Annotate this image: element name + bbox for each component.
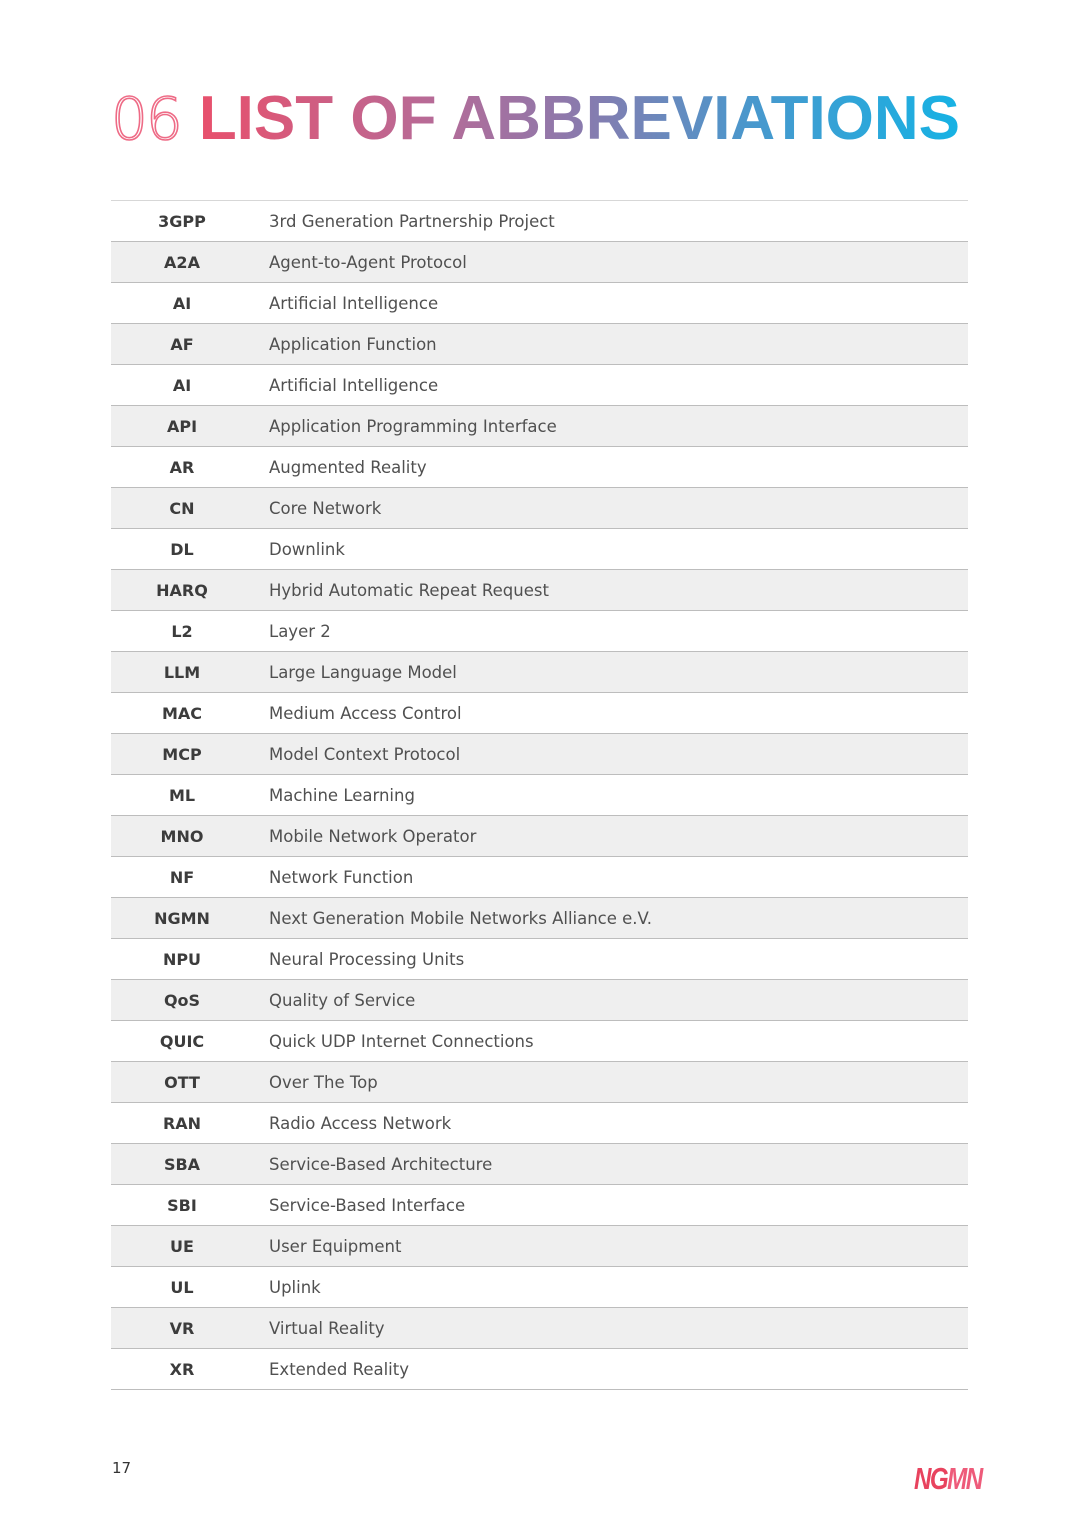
abbreviation-cell: 3GPP: [158, 211, 206, 231]
meaning-cell: Machine Learning: [269, 785, 415, 805]
meaning-cell: 3rd Generation Partnership Project: [269, 211, 555, 231]
table-row: [111, 488, 968, 529]
abbreviation-cell: QUIC: [159, 1031, 205, 1051]
logo-part-mn: MN: [947, 1461, 982, 1496]
abbreviation-cell: SBA: [163, 1154, 201, 1174]
abbreviation-cell: AI: [172, 293, 192, 313]
meaning-cell: Agent-to-Agent Protocol: [269, 252, 467, 272]
table-row: [111, 939, 968, 980]
table-row: [111, 365, 968, 406]
meaning-cell: Medium Access Control: [269, 703, 462, 723]
abbreviation-cell: OTT: [164, 1072, 200, 1092]
table-row: [111, 283, 968, 324]
meaning-cell: Mobile Network Operator: [269, 826, 477, 846]
abbreviation-cell: XR: [169, 1359, 195, 1379]
abbreviation-cell: MCP: [162, 744, 202, 764]
table-row: [111, 201, 968, 242]
meaning-cell: Virtual Reality: [269, 1318, 385, 1338]
abbreviation-cell: MAC: [161, 703, 203, 723]
meaning-cell: Artificial Intelligence: [269, 375, 439, 395]
abbreviation-cell: L2: [171, 621, 193, 641]
meaning-cell: Next Generation Mobile Networks Alliance e.V.: [269, 908, 652, 928]
table-row: [111, 1308, 968, 1349]
table-row: [111, 652, 968, 693]
table-row: [111, 1349, 968, 1390]
meaning-cell: Artificial Intelligence: [269, 293, 439, 313]
meaning-cell: Model Context Protocol: [269, 744, 461, 764]
table-row: [111, 529, 968, 570]
table-row: [111, 611, 968, 652]
abbreviation-cell: A2A: [164, 252, 200, 272]
table-row: [111, 898, 968, 939]
meaning-cell: Network Function: [269, 867, 414, 887]
table-row: [111, 693, 968, 734]
abbreviation-cell: RAN: [162, 1113, 202, 1133]
meaning-cell: User Equipment: [269, 1236, 402, 1256]
abbreviation-cell: UE: [170, 1236, 194, 1256]
abbreviation-cell: AR: [169, 457, 195, 477]
table-row: [111, 324, 968, 365]
table-row: [111, 980, 968, 1021]
meaning-cell: Service-Based Architecture: [269, 1154, 493, 1174]
abbreviation-cell: VR: [169, 1318, 195, 1338]
table-row: [111, 570, 968, 611]
meaning-cell: Quality of Service: [269, 990, 416, 1010]
meaning-cell: Core Network: [269, 498, 382, 518]
abbreviation-cell: QoS: [163, 990, 201, 1010]
table-row: [111, 242, 968, 283]
meaning-cell: Extended Reality: [269, 1359, 410, 1379]
meaning-cell: Augmented Reality: [269, 457, 427, 477]
table-row: [111, 857, 968, 898]
meaning-cell: Neural Processing Units: [269, 949, 465, 969]
abbreviation-cell: SBI: [167, 1195, 197, 1215]
table-row: [111, 1185, 968, 1226]
ngmn-logo: [914, 1462, 982, 1494]
abbreviation-cell: AI: [172, 375, 192, 395]
abbreviation-cell: AF: [170, 334, 194, 354]
abbreviation-cell: UL: [170, 1277, 194, 1297]
page-heading: [111, 84, 960, 154]
table-row: [111, 1021, 968, 1062]
table-row: [111, 816, 968, 857]
abbreviation-cell: NPU: [162, 949, 202, 969]
meaning-cell: Over The Top: [269, 1072, 378, 1092]
logo-part-ng: NG: [914, 1461, 948, 1496]
abbreviation-cell: CN: [169, 498, 195, 518]
table-row: [111, 734, 968, 775]
table-row: [111, 406, 968, 447]
table-row: [111, 1226, 968, 1267]
meaning-cell: Hybrid Automatic Repeat Request: [269, 580, 549, 600]
section-number: 06: [111, 85, 181, 153]
page-title: LIST OF ABBREVIATIONS: [198, 84, 961, 153]
meaning-cell: Downlink: [269, 539, 345, 559]
meaning-cell: Service-Based Interface: [269, 1195, 466, 1215]
table-row: [111, 447, 968, 488]
abbreviations-table: [111, 200, 968, 1390]
table-row: [111, 1144, 968, 1185]
abbreviation-cell: NF: [169, 867, 195, 887]
meaning-cell: Application Function: [269, 334, 437, 354]
meaning-cell: Application Programming Interface: [269, 416, 557, 436]
abbreviation-cell: ML: [168, 785, 196, 805]
abbreviation-cell: NGMN: [154, 908, 210, 928]
abbreviation-cell: API: [166, 416, 198, 436]
page-number: 17: [112, 1459, 132, 1477]
table-row: [111, 775, 968, 816]
table-row: [111, 1267, 968, 1308]
table-row: [111, 1062, 968, 1103]
abbreviation-cell: DL: [170, 539, 194, 559]
table-row: [111, 1103, 968, 1144]
meaning-cell: Large Language Model: [269, 662, 457, 682]
abbreviation-cell: HARQ: [156, 580, 208, 600]
abbreviation-cell: MNO: [160, 826, 204, 846]
meaning-cell: Quick UDP Internet Connections: [269, 1031, 534, 1051]
abbreviation-cell: LLM: [163, 662, 201, 682]
meaning-cell: Radio Access Network: [269, 1113, 452, 1133]
meaning-cell: Uplink: [269, 1277, 321, 1297]
meaning-cell: Layer 2: [269, 621, 331, 641]
